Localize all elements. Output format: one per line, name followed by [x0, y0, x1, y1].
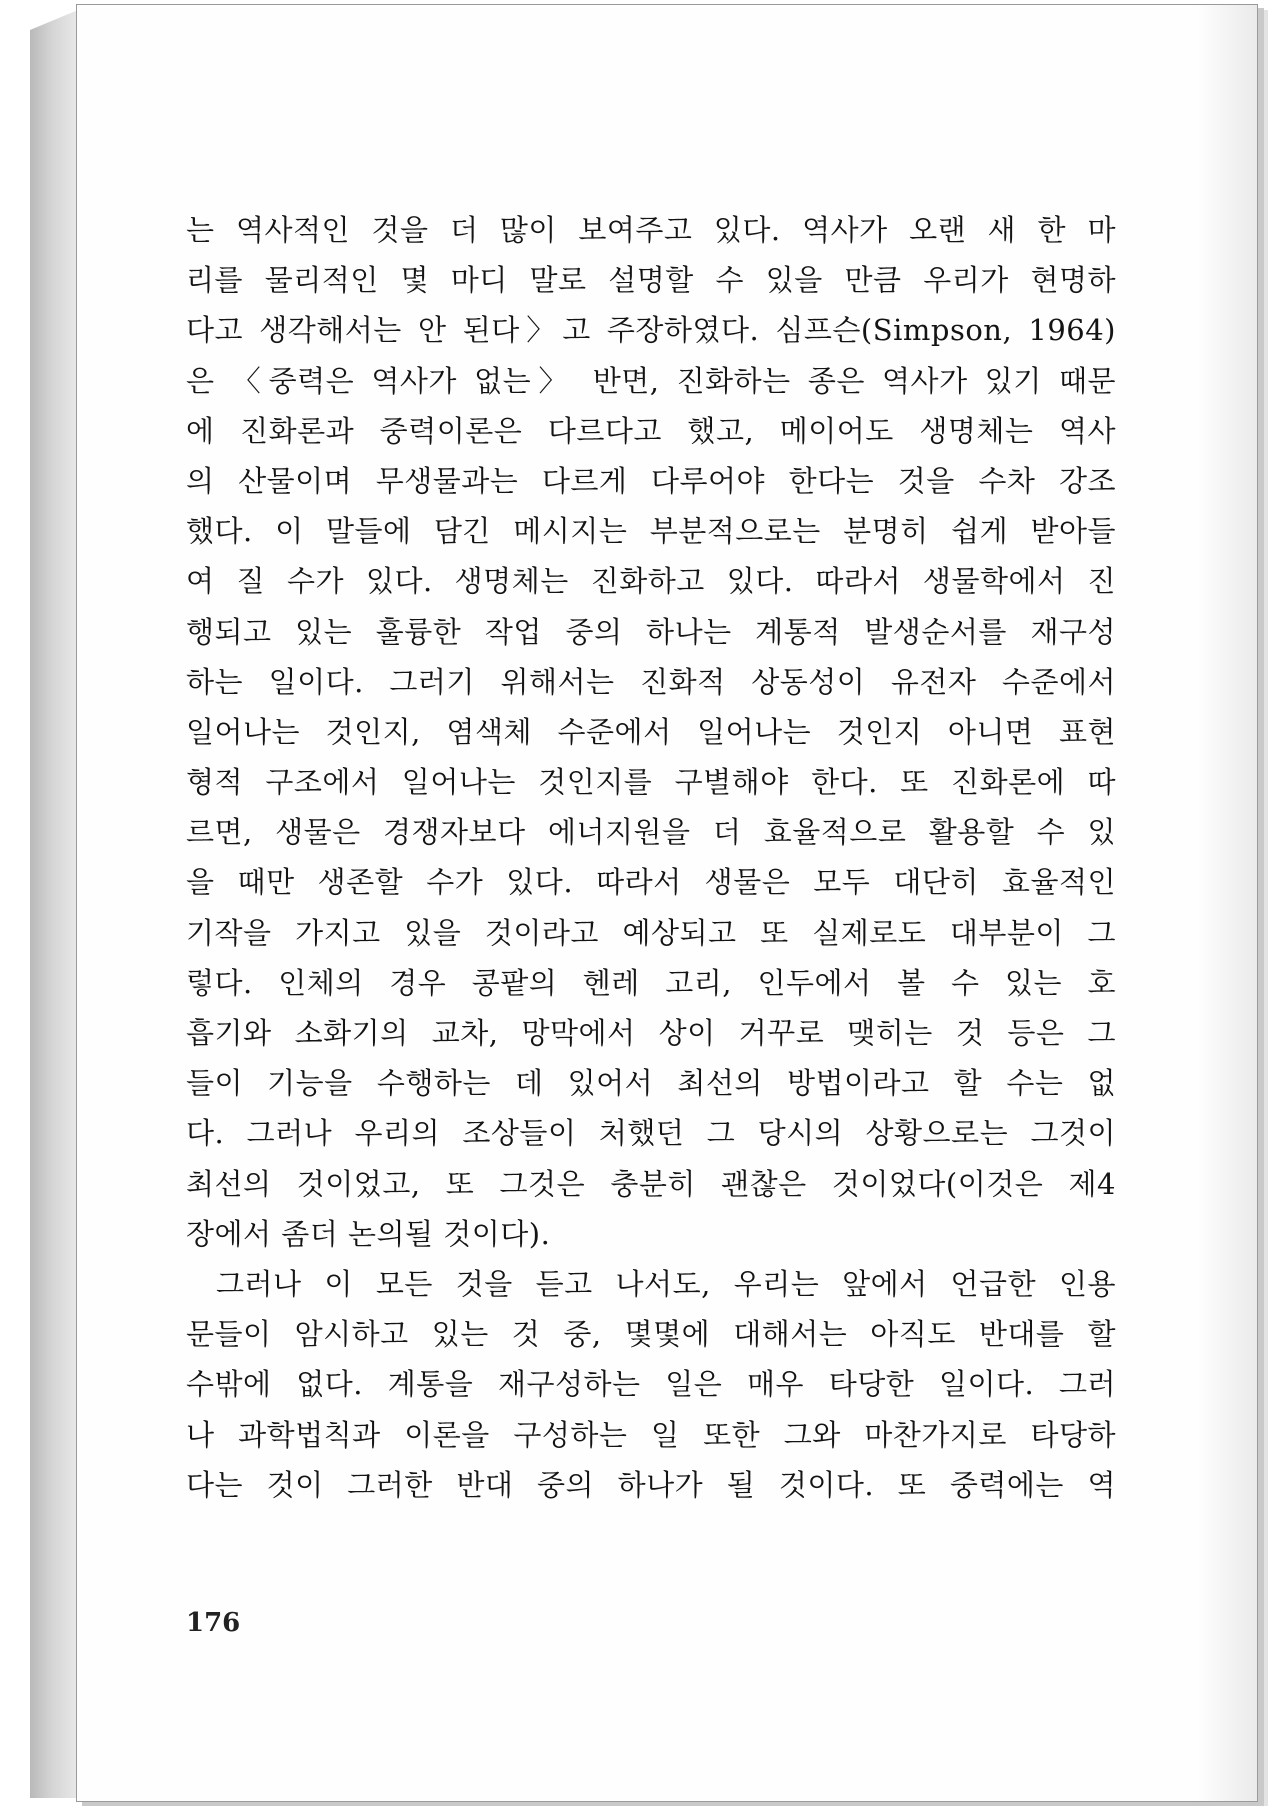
text-line: 에 진화론과 중력이론은 다르다고 했고, 메이어도 생명체는 역사: [186, 413, 1116, 448]
text-line: 렇다. 인체의 경우 콩팥의 헨레 고리, 인두에서 볼 수 있는 호: [186, 965, 1116, 1000]
text-line: 기작을 가지고 있을 것이라고 예상되고 또 실제로도 대부분이 그: [186, 915, 1116, 950]
text-line: 다. 그러나 우리의 조상들이 처했던 그 당시의 상황으로는 그것이: [186, 1116, 1116, 1151]
text-line: 르면, 생물은 경쟁자보다 에너지원을 더 효율적으로 활용할 수 있: [186, 815, 1116, 850]
text-line: 다는 것이 그러한 반대 중의 하나가 될 것이다. 또 중력에는 역: [186, 1467, 1116, 1502]
text-line: 행되고 있는 훌륭한 작업 중의 하나는 계통적 발생순서를 재구성: [186, 614, 1116, 649]
text-line: 흡기와 소화기의 교차, 망막에서 상이 거꾸로 맺히는 것 등은 그: [186, 1016, 1116, 1050]
paragraph-end-line: 장에서 좀더 논의될 것이다).: [186, 1216, 551, 1251]
text-line: 들이 기능을 수행하는 데 있어서 최선의 방법이라고 할 수는 없: [186, 1066, 1116, 1101]
text-line: 형적 구조에서 일어나는 것인지를 구별해야 한다. 또 진화론에 따: [186, 765, 1116, 800]
text-line: 의 산물이며 무생물과는 다르게 다루어야 한다는 것을 수차 강조: [186, 463, 1116, 498]
body-text: [186, 205, 1116, 1510]
text-line: 은 〈중력은 역사가 없는〉 반면, 진화하는 종은 역사가 있기 때문: [186, 363, 1116, 398]
book-spine: [30, 10, 78, 1798]
text-line: 여 질 수가 있다. 생명체는 진화하고 있다. 따라서 생물학에서 진: [186, 564, 1116, 599]
paragraph-start-line: 그러나 이 모든 것을 듣고 나서도, 우리는 앞에서 언급한 인용: [216, 1266, 1116, 1301]
text-line: 다고 생각해서는 안 된다〉고 주장하였다. 심프슨(Simpson, 1964): [186, 313, 1116, 348]
text-line: 나 과학법칙과 이론을 구성하는 일 또한 그와 마찬가지로 타당하: [186, 1417, 1116, 1452]
text-line: 최선의 것이었고, 또 그것은 충분히 괜찮은 것이었다(이것은 제4: [186, 1166, 1116, 1201]
text-line: 하는 일이다. 그러기 위해서는 진화적 상동성이 유전자 수준에서: [186, 664, 1116, 699]
text-line: 문들이 암시하고 있는 것 중, 몇몇에 대해서는 아직도 반대를 할: [186, 1317, 1116, 1352]
text-line: 일어나는 것인지, 염색체 수준에서 일어나는 것인지 아니면 표현: [186, 714, 1116, 749]
text-line: 했다. 이 말들에 담긴 메시지는 부분적으로는 분명히 쉽게 받아들: [186, 514, 1116, 549]
page-number: 176: [186, 1608, 241, 1638]
text-line: 는 역사적인 것을 더 많이 보여주고 있다. 역사가 오랜 새 한 마: [186, 213, 1116, 247]
text-line: 리를 물리적인 몇 마디 말로 설명할 수 있을 만큼 우리가 현명하: [186, 263, 1116, 298]
page-edge-shadow: [1197, 5, 1257, 1801]
text-line: 수밖에 없다. 계통을 재구성하는 일은 매우 타당한 일이다. 그러: [186, 1367, 1116, 1402]
text-line: 을 때만 생존할 수가 있다. 따라서 생물은 모두 대단히 효율적인: [186, 865, 1116, 900]
